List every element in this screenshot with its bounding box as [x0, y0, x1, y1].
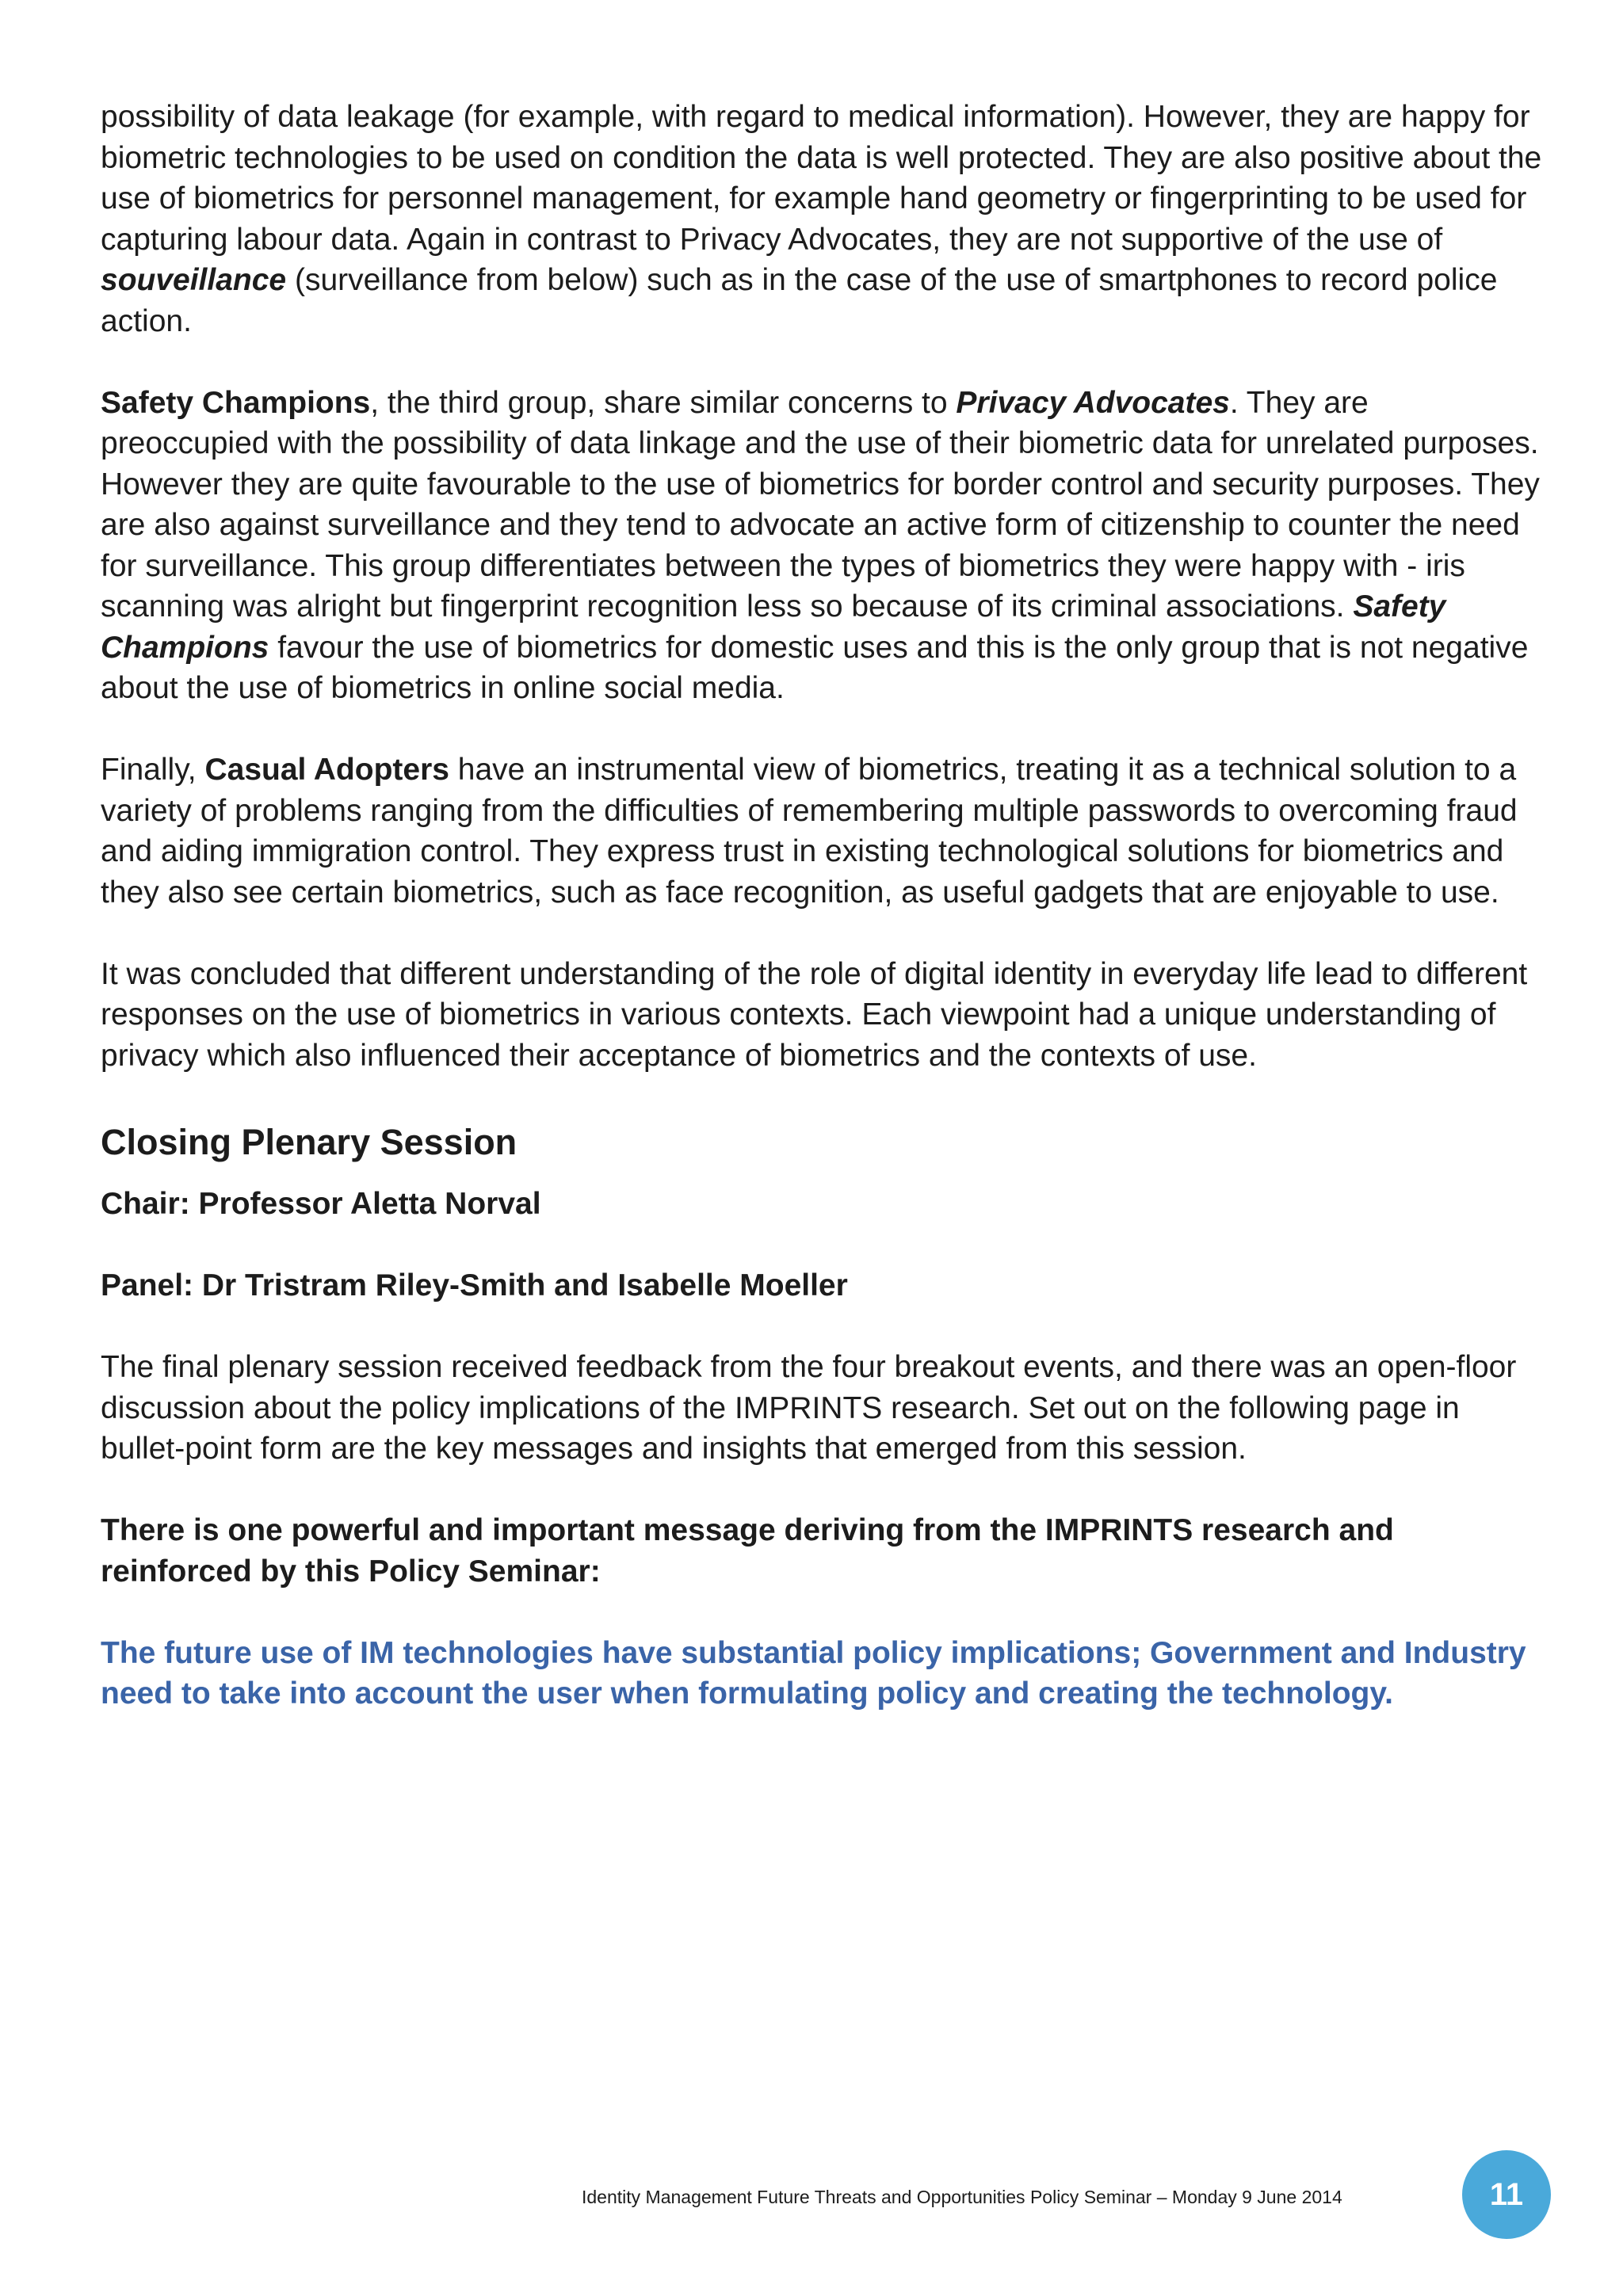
casual-adopters-label: Casual Adopters [204, 753, 449, 787]
para2-text-mid: . They are preoccupied with the possibility of data linkage and the use of their biometric data for unrelated purposes. However they are quite favourable to the use of biometrics for border control and security purposes. They are also against surveillance and they tend to advocate an active form of citizenship to counter the need for surveillance. This group differentiates between the types of biometrics they were happy with - iris scanning was alright but fingerprint recognition less so because of its criminal associations. [101, 385, 1540, 624]
paragraph-powerful-message: There is one powerful and important message deriving from the IMPRINTS research and reinforced by this Policy Seminar: [101, 1513, 1394, 1589]
paragraph-plenary: The final plenary session received feedback from the four breakout events, and there was an open-floor discussion about the policy implications of the IMPRINTS research. Set out on the following page in bullet-point form are the key messages and insights that emerged from this session. [101, 1350, 1517, 1466]
key-message: The future use of IM technologies have substantial policy implications; Government and Industry need to take into account the user when formulating policy and creating the technology. [101, 1635, 1526, 1711]
section-heading: Closing Plenary Session [101, 1122, 517, 1162]
safety-champions-term: Safety Champions [101, 589, 1446, 665]
para1-text: possibility of data leakage (for example, with regard to medical information). However, they are happy for biometric technologies to be used on condition the data is well protected. They are also positive about the use of biometrics for personnel management, for example hand geometry or fingerprinting to be used for capturing labour data. Again in contrast to Privacy Advocates, they are not supportive of the use of [101, 100, 1542, 257]
paragraph-safety-champions [101, 383, 1543, 709]
para2-text: , the third group, share similar concerns to [370, 385, 957, 420]
para1-text-end: (surveillance from below) such as in the case of the use of smartphones to record police action. [101, 263, 1498, 338]
para3-text: Finally, [101, 753, 205, 787]
panel-line: Panel: Dr Tristram Riley-Smith and Isabelle Moeller [101, 1268, 848, 1302]
paragraph-privacy-continued [101, 97, 1543, 341]
footer-text: Identity Management Future Threats and Opportunities Policy Seminar – Monday 9 June 2014 [582, 2187, 1342, 2207]
souveillance-term: souveillance [101, 263, 287, 297]
paragraph-casual-adopters [101, 749, 1543, 913]
safety-champions-label: Safety Champions [101, 385, 371, 420]
chair-line: Chair: Professor Aletta Norval [101, 1187, 541, 1221]
para2-text-end: favour the use of biometrics for domestic uses and this is the only group that is not negative about the use of biometrics in online social media. [101, 630, 1529, 705]
page-number-badge: 11 [1462, 2150, 1551, 2239]
document-body [101, 97, 1543, 1714]
paragraph-conclusion: It was concluded that different understanding of the role of digital identity in everyday life lead to different responses on the use of biometrics in various contexts. Each viewpoint had a unique understanding of privacy which also influenced their acceptance of biometrics and the contexts of use. [101, 956, 1528, 1073]
privacy-advocates-term: Privacy Advocates [956, 385, 1230, 420]
para3-text-end: have an instrumental view of biometrics, treating it as a technical solution to a variety of problems ranging from the difficulties of remembering multiple passwords to overcoming fraud and aiding immigration control. They express trust in existing technological solutions for biometrics and they also see certain biometrics, such as face recognition, as useful gadgets that are enjoyable to use. [101, 753, 1518, 910]
